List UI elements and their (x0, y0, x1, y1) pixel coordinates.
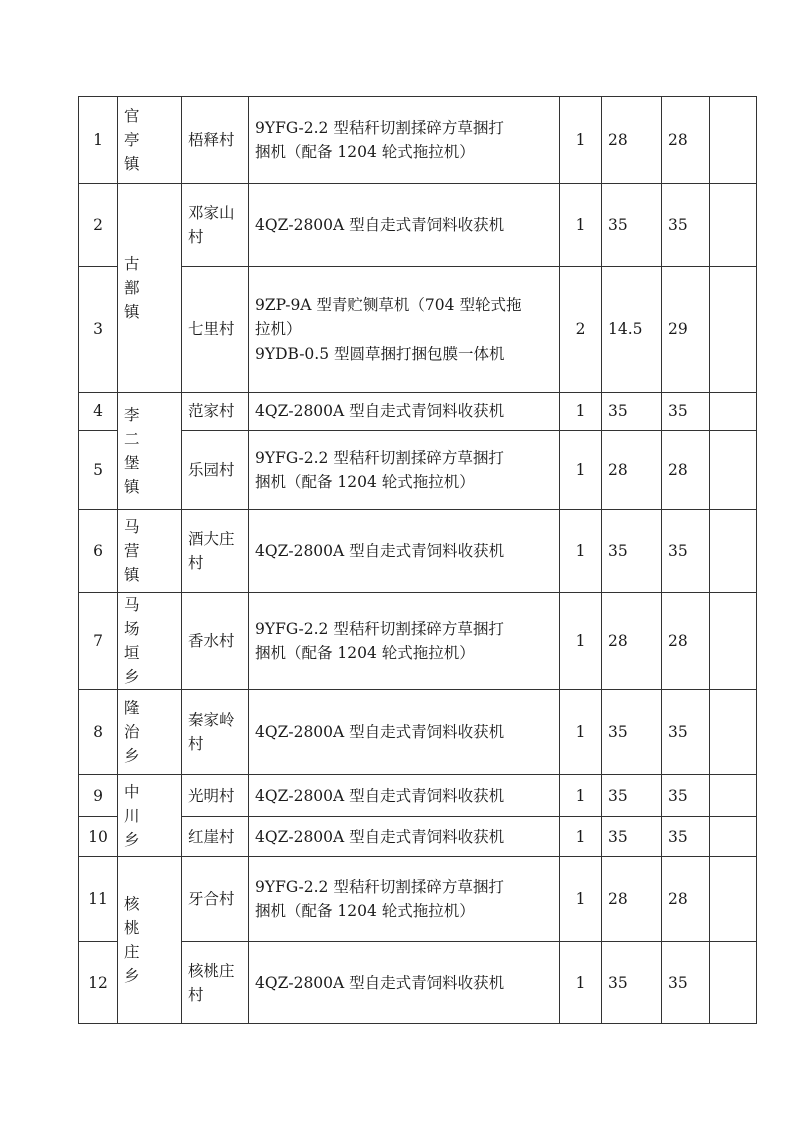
model-line: 拉机） (255, 320, 302, 339)
village-cell: 梧释村 (182, 97, 249, 184)
row-number: 10 (79, 817, 118, 857)
model-line: 4QZ-2800A 型自走式青饲料收获机 (255, 786, 505, 805)
total-cell: 35 (662, 817, 710, 857)
table-row (79, 97, 757, 184)
model-line: 4QZ-2800A 型自走式青饲料收获机 (255, 723, 505, 742)
total-cell: 35 (662, 942, 710, 1024)
village-cell: 酒大庄村 (182, 510, 249, 593)
quantity-cell: 1 (560, 97, 602, 184)
blank-cell (710, 690, 757, 775)
village-cell: 秦家岭村 (182, 690, 249, 775)
blank-cell (710, 431, 757, 510)
unit-price-cell: 28 (602, 97, 662, 184)
unit-price-cell: 35 (602, 510, 662, 593)
blank-cell (710, 857, 757, 942)
blank-cell (710, 267, 757, 393)
town-cell: 核桃庄乡 (118, 857, 182, 1024)
quantity-cell: 1 (560, 775, 602, 817)
quantity-cell: 1 (560, 510, 602, 593)
model-line: 捆机（配备 1204 轮式拖拉机） (255, 644, 475, 663)
village-cell: 牙合村 (182, 857, 249, 942)
total-cell: 28 (662, 431, 710, 510)
unit-price-cell: 28 (602, 593, 662, 690)
blank-cell (710, 184, 757, 267)
unit-price-cell: 35 (602, 184, 662, 267)
unit-price-cell: 35 (602, 942, 662, 1024)
blank-cell (710, 942, 757, 1024)
model-line: 9YFG-2.2 型秸秆切割揉碎方草捆打 (255, 620, 504, 639)
row-number: 4 (79, 393, 118, 431)
town-cell: 马场垣乡 (118, 593, 182, 690)
row-number: 7 (79, 593, 118, 690)
town-cell: 隆治乡 (118, 690, 182, 775)
model-cell (249, 690, 560, 775)
town-cell: 古鄯镇 (118, 184, 182, 393)
model-line: 捆机（配备 1204 轮式拖拉机） (255, 902, 475, 921)
model-line: 捆机（配备 1204 轮式拖拉机） (255, 143, 475, 161)
model-line: 9YDB-0.5 型圆草捆打捆包膜一体机 (255, 344, 505, 363)
model-cell (249, 267, 560, 393)
row-number: 9 (79, 775, 118, 817)
row-number: 2 (79, 184, 118, 267)
town-cell: 中川乡 (118, 775, 182, 857)
model-line: 4QZ-2800A 型自走式青饲料收获机 (255, 402, 505, 421)
total-cell: 29 (662, 267, 710, 393)
village-cell: 范家村 (182, 393, 249, 431)
village-cell: 核桃庄村 (182, 942, 249, 1024)
town-cell: 官亭镇 (118, 97, 182, 184)
row-number: 8 (79, 690, 118, 775)
model-cell (249, 593, 560, 690)
blank-cell (710, 593, 757, 690)
village-cell: 香水村 (182, 593, 249, 690)
unit-price-cell: 14.5 (602, 267, 662, 393)
total-cell: 35 (662, 510, 710, 593)
unit-price-cell: 35 (602, 817, 662, 857)
model-cell (249, 817, 560, 857)
table-row (79, 393, 757, 431)
quantity-cell: 1 (560, 184, 602, 267)
model-line: 4QZ-2800A 型自走式青饲料收获机 (255, 827, 505, 846)
total-cell: 28 (662, 97, 710, 184)
village-cell: 邓家山村 (182, 184, 249, 267)
row-number: 6 (79, 510, 118, 593)
blank-cell (710, 817, 757, 857)
total-cell: 35 (662, 775, 710, 817)
model-line: 9YFG-2.2 型秸秆切割揉碎方草捆打 (255, 448, 504, 467)
model-cell (249, 184, 560, 267)
table-row (79, 593, 757, 690)
row-number: 3 (79, 267, 118, 393)
table-row (79, 510, 757, 593)
blank-cell (710, 775, 757, 817)
town-cell: 马营镇 (118, 510, 182, 593)
unit-price-cell: 28 (602, 857, 662, 942)
equipment-allocation-table (78, 96, 757, 1024)
village-cell: 红崖村 (182, 817, 249, 857)
table-row (79, 857, 757, 942)
model-cell (249, 857, 560, 942)
model-line: 9YFG-2.2 型秸秆切割揉碎方草捆打 (255, 878, 504, 897)
model-cell (249, 942, 560, 1024)
village-cell: 七里村 (182, 267, 249, 393)
row-number: 11 (79, 857, 118, 942)
unit-price-cell: 28 (602, 431, 662, 510)
total-cell: 35 (662, 393, 710, 431)
model-line: 4QZ-2800A 型自走式青饲料收获机 (255, 973, 505, 992)
row-number: 12 (79, 942, 118, 1024)
total-cell: 35 (662, 690, 710, 775)
blank-cell (710, 97, 757, 184)
model-cell (249, 393, 560, 431)
model-line: 9ZP-9A 型青贮铡草机（704 型轮式拖 (255, 296, 522, 315)
village-cell: 光明村 (182, 775, 249, 817)
quantity-cell: 1 (560, 593, 602, 690)
total-cell: 28 (662, 857, 710, 942)
model-line: 4QZ-2800A 型自走式青饲料收获机 (255, 541, 505, 560)
unit-price-cell: 35 (602, 775, 662, 817)
quantity-cell: 1 (560, 690, 602, 775)
model-line: 4QZ-2800A 型自走式青饲料收获机 (255, 215, 505, 234)
town-cell: 李二堡镇 (118, 393, 182, 510)
blank-cell (710, 510, 757, 593)
model-cell (249, 510, 560, 593)
unit-price-cell: 35 (602, 393, 662, 431)
quantity-cell: 2 (560, 267, 602, 393)
table-row (79, 184, 757, 267)
table-row (79, 775, 757, 817)
quantity-cell: 1 (560, 857, 602, 942)
model-line: 捆机（配备 1204 轮式拖拉机） (255, 473, 475, 491)
row-number: 1 (79, 97, 118, 184)
unit-price-cell: 35 (602, 690, 662, 775)
model-cell (249, 431, 560, 510)
model-line: 9YFG-2.2 型秸秆切割揉碎方草捆打 (255, 118, 504, 137)
model-cell (249, 775, 560, 817)
model-cell (249, 97, 560, 184)
total-cell: 28 (662, 593, 710, 690)
blank-cell (710, 393, 757, 431)
village-cell: 乐园村 (182, 431, 249, 510)
table-row (79, 690, 757, 775)
row-number: 5 (79, 431, 118, 510)
quantity-cell: 1 (560, 393, 602, 431)
total-cell: 35 (662, 184, 710, 267)
quantity-cell: 1 (560, 942, 602, 1024)
quantity-cell: 1 (560, 431, 602, 510)
quantity-cell: 1 (560, 817, 602, 857)
